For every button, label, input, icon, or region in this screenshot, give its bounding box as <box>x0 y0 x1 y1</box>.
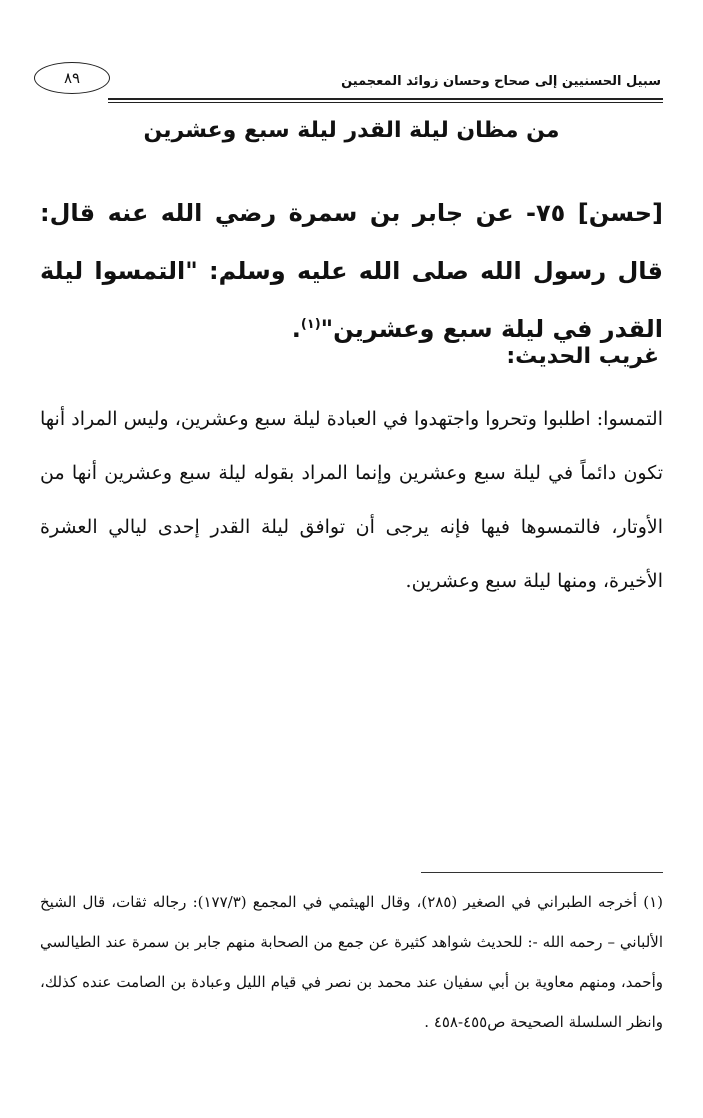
header-rule <box>108 98 663 100</box>
hadith-body: [حسن] ٧٥- عن جابر بن سمرة رضي الله عنه قال: قال رسول الله صلى الله عليه وسلم: "التمسوا ليلة القدر في ليلة سبع وعشرين" <box>40 199 664 343</box>
hadith-terminal: . <box>291 315 301 343</box>
gloss-heading: غريب الحديث: <box>506 344 659 369</box>
footnote-text: (١) أخرجه الطبراني في الصغير (٢٨٥)، وقال الهيثمي في المجمع (١٧٧/٣): رجاله ثقات، قال الشيخ الألباني – رحمه الله -: للحديث شواهد كثيرة عن جمع من الصحابة منهم جابر بن سمرة عند الطيالسي وأحمد، ومنهم معاوية بن أبي سفيان عند محمد بن نصر في قيام الليل وعبادة بن الصامت عنده كذلك، وانظر السلسلة الصحيحة ص٤٥٥-٤٥٨ . <box>40 893 663 1031</box>
section-heading: من مظان ليلة القدر ليلة سبع وعشرين <box>143 118 560 143</box>
footnote-reference[interactable]: (١) <box>300 317 321 332</box>
footnote-divider <box>421 872 663 873</box>
gloss-body: التمسوا: اطلبوا وتحروا واجتهدوا في العبادة ليلة سبع وعشرين، وليس المراد أنها تكون دائماً في ليلة سبع وعشرين وإنما المراد بقوله ليلة سبع وعشرين أنها من الأوتار، فالتمسوها فيها فإنه يرجى أن توافق ليلة القدر إحدى ليالي العشرة الأخيرة، ومنها ليلة سبع وعشرين. <box>40 408 663 592</box>
header-rule-thin <box>108 102 663 103</box>
page-number: ٨٩ <box>34 62 110 94</box>
running-title: سبيل الحسنيين إلى صحاح وحسان زوائد المعجمين <box>341 74 661 89</box>
hadith-text <box>40 184 663 358</box>
